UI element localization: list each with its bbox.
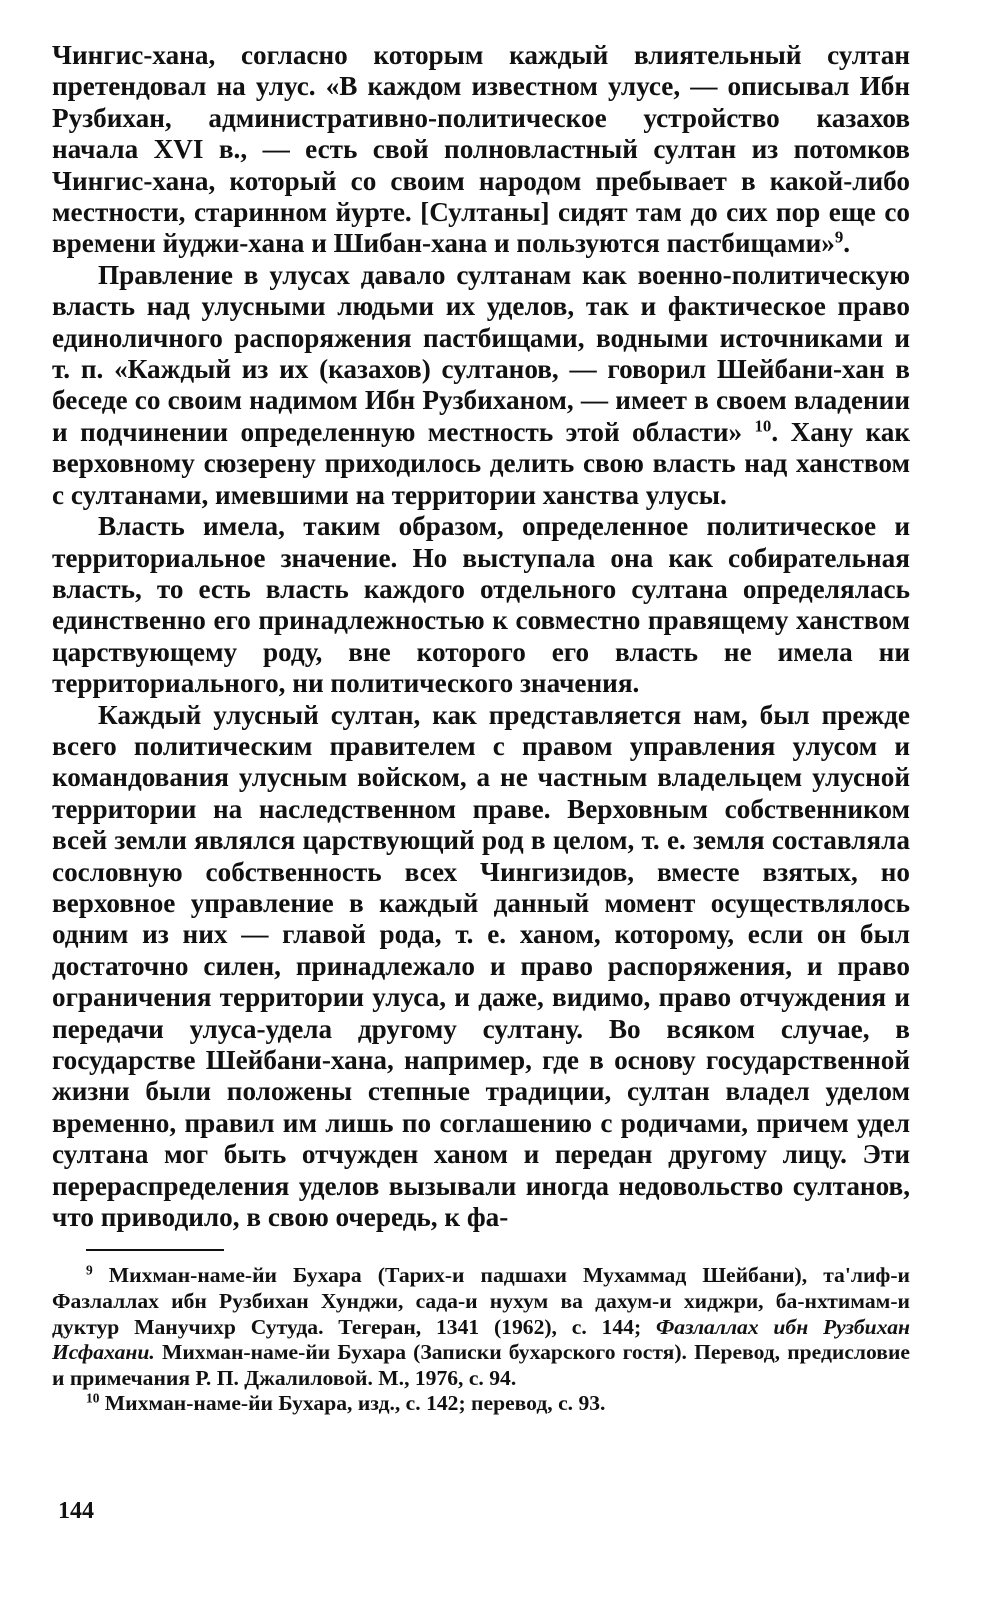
page-content: [52, 40, 910, 1417]
paragraph-4: [52, 700, 910, 1234]
footnote-divider: [86, 1249, 224, 1251]
main-text: [52, 40, 910, 1233]
paragraph-2: [52, 260, 910, 511]
footnote-10: [52, 1391, 910, 1417]
paragraph-2-text: Правление в улусах давало султанам как военно-политическую власть над улусными людьми их уделов, так и фактическое право единоличного распоряжения пастбищами, водными источниками и т. п. «Каждый из их (казахов) султанов, — говорил Шейбани-хан в беседе со своим надимом Ибн Рузбиханом, — имеет в своем владении и подчинении определенную местность этой области»: [52, 259, 910, 447]
footnote-10-marker: 10: [86, 1391, 100, 1407]
footnote-10-text: Михман-наме-йи Бухара, изд., с. 142; перевод, с. 93.: [99, 1391, 606, 1416]
footnote-9-text-end: Михман-наме-йи Бухара (Записки бухарского гостя). Перевод, предисловие и примечания Р. П. Джалиловой. М., 1976, с. 94.: [52, 1340, 910, 1390]
footnote-ref-9: 9: [834, 228, 844, 248]
paragraph-1-end: .: [843, 228, 851, 259]
paragraph-3: [52, 511, 910, 699]
footnote-9-marker: 9: [86, 1263, 93, 1279]
paragraph-1: [52, 40, 910, 260]
footnote-9: [52, 1263, 910, 1391]
footnote-9-text: Михман-наме-йи Бухара (Тарих-и падшахи Мухаммад Шейбани), та'лиф-и Фазлаллах ибн Рузбихан Хунджи, сада-и нухум ва дахум-и хиджри, ба-нхтимам-и дуктур Манучихр Сутуда. Тегеран, 1341 (1962), с. 144;: [52, 1263, 910, 1339]
paragraph-3-text: Власть имела, таким образом, определенное политическое и территориальное значение. Но выступала она как собирательная власть, то есть власть каждого отдельного султана определялась единственно его принадлежностью к совместно правящему ханством царствующему роду, вне которого его власть не имела ни территориального, ни политического значения.: [52, 511, 910, 699]
paragraph-4-text: Каждый улусный султан, как представляется нам, был прежде всего политическим правителем с правом управления улусом и командования улусным войском, а не частным владельцем улусной территории на наследственном праве. Верховным собственником всей земли являлся царствующий род в целом, т. е. земля составляла сословную собственность всех Чингизидов, вместе взятых, но верховное управление в каждый данный момент осуществлялось одним из них — главой рода, т. е. ханом, которому, если он был достаточно силен, принадлежало и право распоряжения, и право ограничения территории улуса, и даже, видимо, право отчуждения и передачи улуса-удела другому султану. Во всяком случае, в государстве Шейбани-хана, например, где в основу государственной жизни были положены степные традиции, султан владел уделом временно, правил им лишь по соглашению с родичами, причем удел султана мог быть отчужден ханом и передан другому лицу. Эти перераспределения уделов вызывали иногда недовольство султанов, что приводило, в свою очередь, к фа-: [52, 699, 910, 1233]
paragraph-2-end: . Хану как верховному сюзерену приходилось делить свою власть над ханством с султанами, имевшими на территории ханства улусы.: [52, 416, 910, 510]
paragraph-1-text: Чингис-хана, согласно которым каждый влиятельный султан претендовал на улус. «В каждом известном улусе, — описывал Ибн Рузбихан, административно-политическое устройство казахов начала XVI в., — есть свой полновластный султан из потомков Чингис-хана, который со своим народом пребывает в какой-либо местности, старинном йурте. [Султаны] сидят там до сих пор еще со времени йуджи-хана и Шибан-хана и пользуются пастбищами»: [52, 40, 910, 259]
page-number: 144: [58, 1498, 94, 1524]
footnote-ref-10: 10: [754, 416, 772, 436]
footnote-9-author: Фазлаллах ибн Рузбихан Исфахани.: [52, 1314, 910, 1365]
footnotes: [52, 1263, 910, 1417]
